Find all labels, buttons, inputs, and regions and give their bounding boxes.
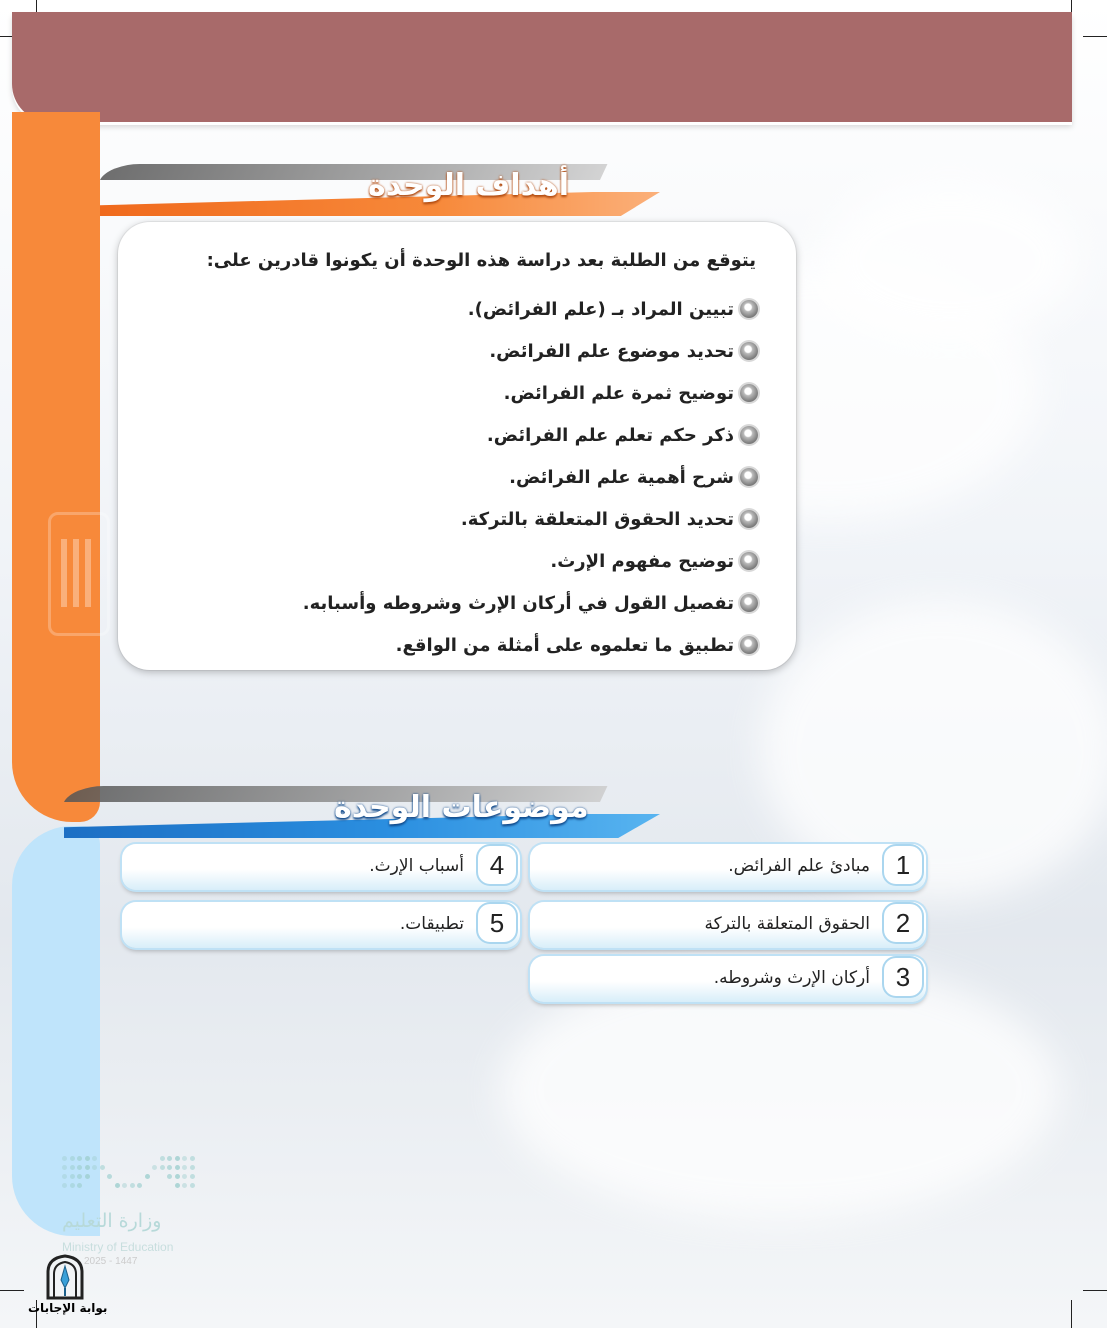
goal-text: تطبيق ما تعلموه على أمثلة من الواقع. <box>395 634 734 656</box>
goals-ribbon <box>100 164 660 216</box>
goal-text: تحديد الحقوق المتعلقة بالتركة. <box>460 508 734 530</box>
topic-card[interactable] <box>530 902 926 948</box>
topic-number: 2 <box>884 904 922 942</box>
topic-label: أسباب الإرث. <box>369 856 464 876</box>
goal-item <box>303 456 758 498</box>
topics-title: موضوعات الوحدة <box>334 790 589 825</box>
goal-item <box>303 582 758 624</box>
goal-text: ذكر حكم تعلم علم الفرائض. <box>486 424 734 446</box>
goal-item <box>303 414 758 456</box>
crop-mark <box>1071 1300 1072 1328</box>
gear-icon <box>740 342 758 360</box>
goal-text: توضيح مفهوم الإرث. <box>550 550 734 572</box>
goal-item <box>303 498 758 540</box>
gear-icon <box>740 384 758 402</box>
goal-text: تحديد موضوع علم الفرائض. <box>489 340 734 362</box>
ministry-logo <box>62 1156 202 1266</box>
ministry-name-english: Ministry of Education <box>62 1240 174 1254</box>
gear-icon <box>740 300 758 318</box>
gear-icon <box>740 468 758 486</box>
goal-text: تبيين المراد بـ (علم الفرائض). <box>467 298 734 320</box>
goals-box <box>118 222 796 670</box>
topics-ribbon <box>64 786 660 838</box>
ministry-year: 2025 - 1447 <box>84 1256 138 1267</box>
crop-mark <box>1083 36 1107 37</box>
topic-label: مبادئ علم الفرائض. <box>728 856 870 876</box>
side-bar-orange <box>12 112 100 822</box>
gear-icon <box>740 510 758 528</box>
portal-name: بوابة الإجابات <box>28 1301 108 1315</box>
topic-label: الحقوق المتعلقة بالتركة <box>704 914 870 934</box>
topic-number: 5 <box>478 904 516 942</box>
goal-text: توضيح ثمرة علم الفرائض. <box>503 382 734 404</box>
portal-logo <box>28 1254 108 1324</box>
mosque-pen-icon <box>44 1254 86 1300</box>
topic-number: 1 <box>884 846 922 884</box>
gear-icon <box>740 426 758 444</box>
topic-number: 4 <box>478 846 516 884</box>
crop-mark <box>0 1290 24 1291</box>
goal-text: شرح أهمية علم الفرائض. <box>509 466 734 488</box>
gear-icon <box>740 636 758 654</box>
goals-title: أهداف الوحدة <box>368 168 570 203</box>
goal-text: تفصيل القول في أركان الإرث وشروطه وأسبابه. <box>302 592 734 614</box>
goal-item <box>303 330 758 372</box>
background-cloud <box>820 180 1080 340</box>
topic-number: 3 <box>884 958 922 996</box>
crop-mark <box>1083 1290 1107 1291</box>
goal-item <box>303 372 758 414</box>
topic-label: أركان الإرث وشروطه. <box>713 968 870 988</box>
goals-intro: يتوقع من الطلبة بعد دراسة هذه الوحدة أن يكونوا قادرين على: <box>206 250 756 271</box>
topic-card[interactable] <box>530 956 926 1002</box>
ministry-name-arabic: وزارة التعليم <box>62 1210 162 1232</box>
ministry-logo-mark-icon <box>62 1156 198 1194</box>
goals-list <box>303 288 758 666</box>
topic-card[interactable] <box>122 844 520 890</box>
header-band <box>12 12 1072 122</box>
topic-label: تطبيقات. <box>399 914 464 934</box>
goal-item <box>303 624 758 666</box>
topic-card[interactable] <box>122 902 520 948</box>
gear-icon <box>740 594 758 612</box>
topic-card[interactable] <box>530 844 926 890</box>
goal-item <box>303 288 758 330</box>
book-watermark-icon <box>48 512 110 636</box>
gear-icon <box>740 552 758 570</box>
goal-item <box>303 540 758 582</box>
